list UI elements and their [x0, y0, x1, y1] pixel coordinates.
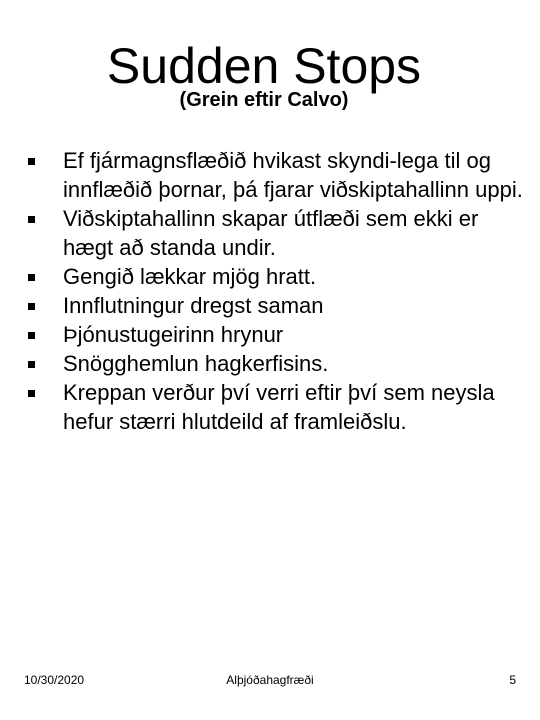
slide-subtitle: (Grein eftir Calvo): [179, 89, 349, 111]
bullet-list: [28, 146, 528, 436]
square-bullet-icon: [28, 390, 35, 397]
bullet-text: Þjónustugeirinn hrynur: [63, 322, 284, 347]
bullet-item: [28, 291, 528, 320]
slide-title: Sudden Stops: [106, 38, 422, 94]
square-bullet-icon: [28, 158, 35, 165]
bullet-text: Ef fjármagnsflæðið hvikast skyndi-lega til og innflæðið þornar, þá fjarar viðskiptahallinn uppi.: [63, 148, 523, 202]
bullet-item: [28, 349, 528, 378]
bullet-text: Kreppan verður því verri eftir því sem neysla hefur stærri hlutdeild af framleiðslu.: [63, 380, 495, 434]
bullet-text: Gengið lækkar mjög hratt.: [63, 264, 317, 289]
page-number: 5: [509, 673, 516, 687]
bullet-item: [28, 146, 528, 204]
bullet-item: [28, 378, 528, 436]
square-bullet-icon: [28, 274, 35, 281]
square-bullet-icon: [28, 303, 35, 310]
bullet-text: Snögghemlun hagkerfisins.: [63, 351, 329, 376]
footer-title: Alþjóðahagfræði: [226, 673, 314, 687]
square-bullet-icon: [28, 332, 35, 339]
bullet-item: [28, 320, 528, 349]
square-bullet-icon: [28, 361, 35, 368]
bullet-item: [28, 204, 528, 262]
bullet-item: [28, 262, 528, 291]
footer-date: 10/30/2020: [24, 673, 85, 687]
bullet-text: Innflutningur dregst saman: [63, 293, 324, 318]
bullet-text: Viðskiptahallinn skapar útflæði sem ekki er hægt að standa undir.: [63, 206, 479, 260]
square-bullet-icon: [28, 216, 35, 223]
